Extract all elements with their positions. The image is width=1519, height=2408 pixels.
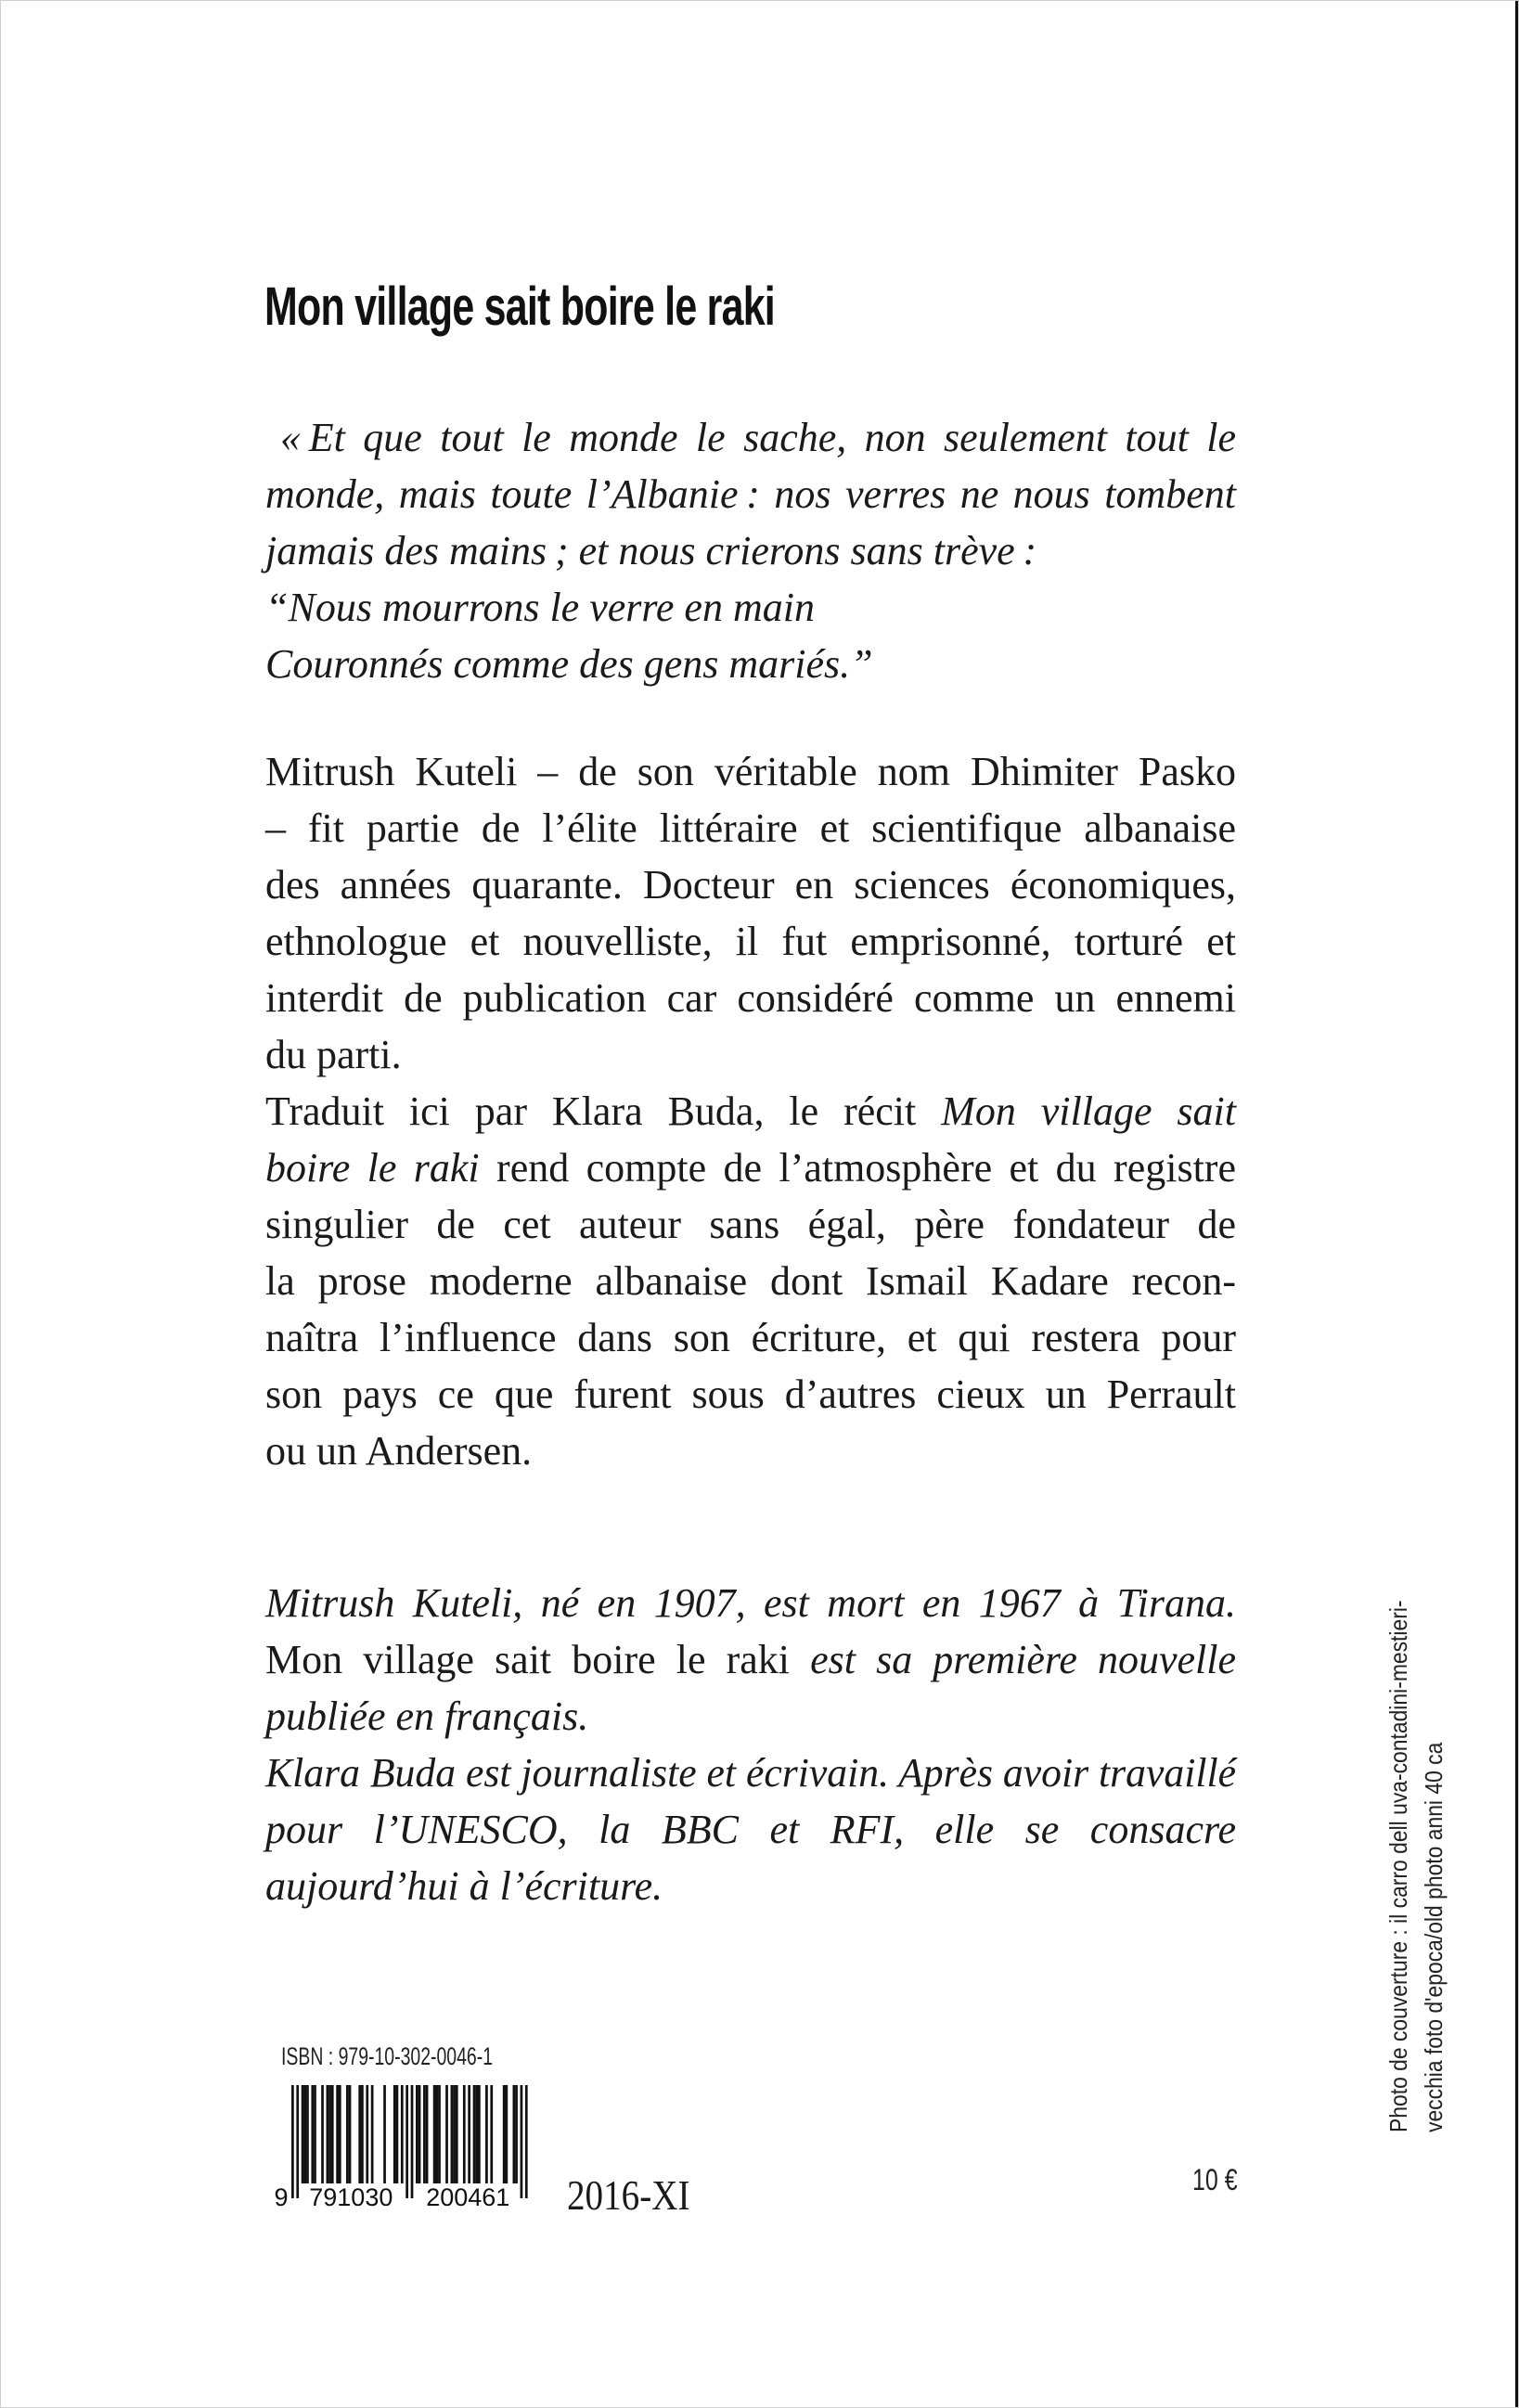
barcode-bar <box>327 2085 329 2183</box>
barcode-bar <box>339 2085 341 2183</box>
barcode-bar <box>311 2085 314 2183</box>
barcode-bar <box>426 2085 429 2183</box>
barcode-digits: 200461 <box>426 2183 510 2211</box>
barcode-bar <box>490 2085 493 2183</box>
barcode-bar <box>346 2085 349 2183</box>
barcode-bar <box>505 2085 508 2183</box>
barcode-bar <box>485 2085 488 2183</box>
italic-text: Mon village sait <box>941 1088 1236 1134</box>
text-line-content <box>265 913 1236 970</box>
barcode-bar <box>358 2085 361 2183</box>
text: du parti. <box>265 1032 402 1077</box>
text: naîtra l’influence dans son écriture, et qui restera pour <box>265 1315 1236 1360</box>
text-line <box>265 800 1236 856</box>
text: ethnologue et nouvelliste, il fut emprisonné, torturé et <box>265 919 1236 964</box>
barcode-bar <box>515 2085 518 2183</box>
text-line-content <box>265 1083 1236 1140</box>
barcode-bar <box>405 2085 408 2198</box>
text: son pays ce que furent sous d’autres cieux un Perrault <box>265 1371 1236 1417</box>
barcode-bar <box>302 2085 304 2183</box>
text: Mon village sait boire le raki <box>265 1637 791 1682</box>
italic-text: est sa première nouvelle <box>790 1637 1237 1682</box>
text-line <box>265 1423 1236 1479</box>
text-line <box>265 1253 1236 1309</box>
barcode-digits: 791030 <box>309 2183 393 2211</box>
italic-text: « Et que tout le monde le sache, non seulement tout le <box>280 415 1236 460</box>
barcode-bar <box>435 2085 438 2183</box>
text-line <box>265 1575 1236 1631</box>
text-line-content <box>265 743 1236 800</box>
barcode-bar <box>371 2085 374 2183</box>
edition-code: 2016-XI <box>567 2171 690 2219</box>
text: Mitrush Kuteli – de son véritable nom Dhimiter Pasko <box>265 749 1236 794</box>
barcode-bar <box>349 2085 352 2183</box>
italic-text: publiée en français. <box>265 1693 589 1739</box>
barcode-bar <box>445 2085 448 2183</box>
barcode-bar <box>303 2085 306 2183</box>
text: interdit de publication car considéré comme un ennemi <box>265 975 1236 1021</box>
barcode-bar <box>366 2085 368 2183</box>
text-line-content <box>265 579 815 636</box>
text-line-content <box>265 1801 1236 1858</box>
text: singulier de cet auteur sans égal, père fondateur de <box>265 1202 1236 1247</box>
text-line-content <box>265 1575 1236 1631</box>
text-line <box>265 1026 1236 1083</box>
barcode-bar <box>361 2085 364 2183</box>
book-description <box>265 743 1236 1479</box>
text-line <box>265 970 1236 1026</box>
text-line <box>265 409 1236 466</box>
text-line-content <box>265 856 1236 913</box>
barcode-bar <box>478 2085 481 2183</box>
text-line-content <box>265 1309 1236 1366</box>
text: Traduit ici par Klara Buda, le récit <box>265 1088 942 1134</box>
barcode-bar <box>468 2085 470 2183</box>
barcode-bar <box>463 2085 466 2183</box>
photo-credit <box>1381 1527 1451 2132</box>
text-line-content <box>265 970 1236 1026</box>
text-line-content <box>265 1366 1236 1423</box>
page-edge <box>1515 1 1518 2407</box>
text: – fit partie de l’élite littéraire et scientifique albanaise <box>265 805 1236 851</box>
text-line-content <box>265 1745 1236 1801</box>
barcode-bar <box>328 2085 331 2183</box>
price: 10 € <box>1192 2163 1238 2196</box>
barcode-bar <box>314 2085 316 2183</box>
text-line <box>265 1083 1236 1140</box>
barcode-bar <box>525 2085 528 2198</box>
text-line <box>265 1688 1236 1745</box>
text-line <box>265 1745 1236 1801</box>
text-line-content <box>265 1688 588 1745</box>
text-line <box>265 1631 1236 1688</box>
barcode-bar <box>513 2085 516 2183</box>
barcode-bar <box>475 2085 478 2183</box>
italic-text: monde, mais toute l’Albanie : nos verres ne nous tombent <box>265 471 1236 517</box>
barcode-bar <box>438 2085 441 2183</box>
barcode-bar <box>306 2085 309 2183</box>
text-line-content <box>265 1253 1236 1309</box>
text: la prose moderne albanaise dont Ismail Kadare recon- <box>265 1258 1236 1304</box>
barcode-bar <box>451 2085 454 2183</box>
text-line <box>265 1196 1236 1253</box>
text-line <box>265 856 1236 913</box>
text-line-content <box>265 1423 532 1479</box>
barcode-bar <box>418 2085 421 2183</box>
text-line <box>265 579 1236 636</box>
epigraph-quote <box>265 409 1236 692</box>
text-line-content <box>265 1631 1236 1688</box>
photo-credit-line: Photo de couverture : il carro dell uva-contadini-mestieri- <box>1384 1600 1412 2132</box>
text-line-content <box>265 1858 663 1914</box>
barcode-bar <box>296 2085 299 2198</box>
text-line <box>265 743 1236 800</box>
text: des années quarante. Docteur en sciences économiques, <box>265 862 1236 908</box>
text: ou un Andersen. <box>265 1428 533 1474</box>
italic-text: jamais des mains ; et nous crierons sans trève : <box>265 528 1037 573</box>
text-line <box>265 913 1236 970</box>
photo-credit-line: vecchia foto d'epoca/old photo anni 40 ca <box>1420 1742 1448 2132</box>
text-line <box>265 466 1236 522</box>
text-line-content <box>265 800 1236 856</box>
barcode-bar <box>416 2085 418 2183</box>
text: rend compte de l’atmosphère et du registre <box>479 1145 1236 1191</box>
italic-text: Couronnés comme des gens mariés.” <box>265 641 873 687</box>
book-title: Mon village sait boire le raki <box>264 277 775 337</box>
barcode-bar <box>393 2085 396 2183</box>
barcode-bar <box>336 2085 339 2183</box>
author-translator-bio <box>265 1575 1236 1914</box>
italic-text: aujourd’hui à l’écriture. <box>265 1863 663 1909</box>
text-line-content <box>265 466 1236 522</box>
barcode-bar <box>411 2085 414 2198</box>
isbn-label: ISBN : 979-10-302-0046-1 <box>281 2042 494 2070</box>
text-line <box>265 522 1236 579</box>
text-line-content <box>265 636 873 692</box>
text-line <box>265 1309 1236 1366</box>
text-line-content <box>265 522 1036 579</box>
barcode-bar <box>423 2085 426 2183</box>
ean13-barcode <box>272 2083 541 2213</box>
text-line <box>265 1801 1236 1858</box>
text-line-content <box>265 1140 1236 1196</box>
italic-text: Klara Buda est journaliste et écrivain. Après avoir travaillé <box>265 1750 1236 1796</box>
barcode-bar <box>396 2085 399 2183</box>
italic-text: boire le raki <box>265 1145 480 1191</box>
text-line-content <box>265 1196 1236 1253</box>
text-line <box>265 636 1236 692</box>
barcode-bar <box>453 2085 456 2183</box>
italic-text: pour l’UNESCO, la BBC et RFI, elle se consacre <box>265 1807 1236 1852</box>
barcode-bar <box>291 2085 294 2198</box>
barcode-bar <box>521 2085 523 2198</box>
barcode-bar <box>321 2085 324 2183</box>
barcode-bar <box>401 2085 404 2183</box>
italic-text: “Nous mourrons le verre en main <box>265 585 815 630</box>
barcode-bar <box>473 2085 476 2183</box>
text-line-content <box>280 409 1236 466</box>
barcode-bar <box>331 2085 334 2183</box>
barcode-digits: 9 <box>274 2183 289 2211</box>
barcode-bar <box>383 2085 386 2183</box>
barcode-bar <box>503 2085 506 2183</box>
barcode-bar <box>433 2085 436 2183</box>
barcode-bar <box>456 2085 458 2183</box>
text-line <box>265 1858 1236 1914</box>
italic-text: Mitrush Kuteli, né en 1907, est mort en 1967 à Tirana. <box>265 1580 1236 1626</box>
text-line-content <box>265 1026 402 1083</box>
text-line <box>265 1366 1236 1423</box>
text-line <box>265 1140 1236 1196</box>
